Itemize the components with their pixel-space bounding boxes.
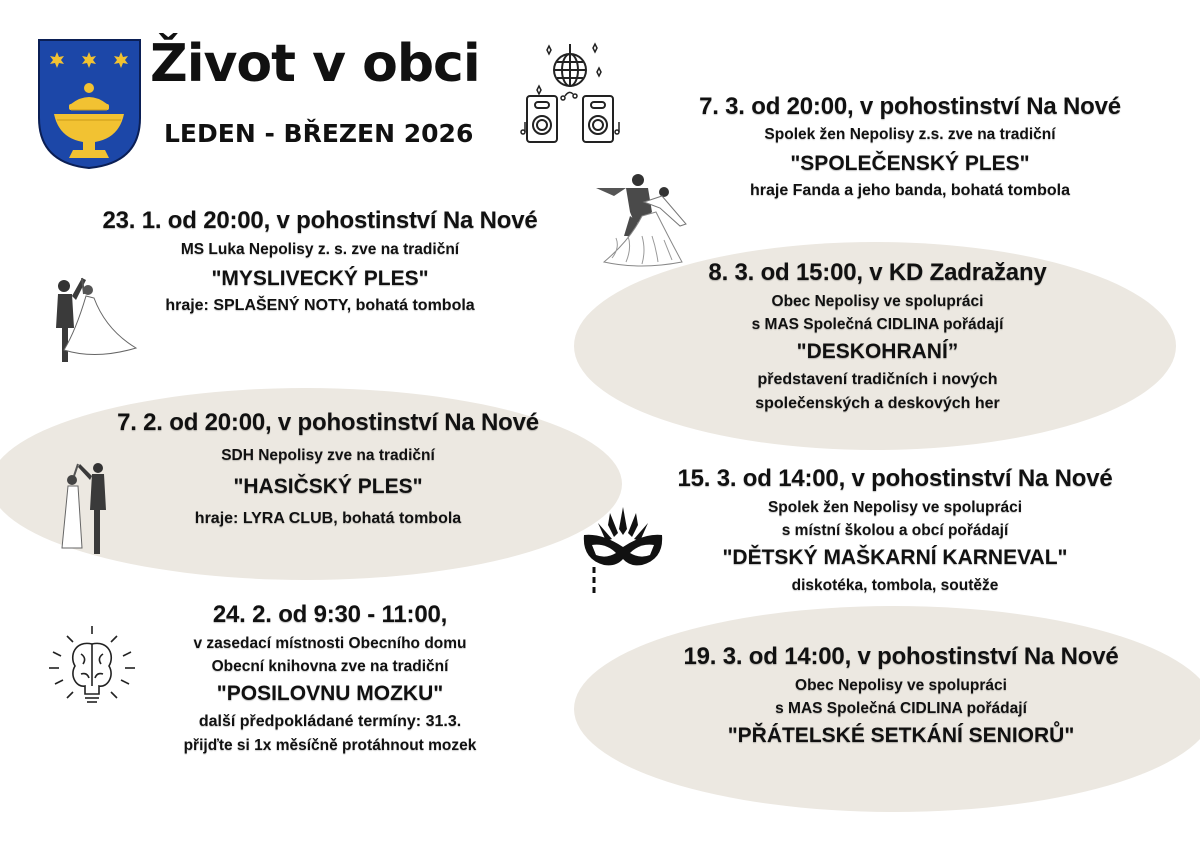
event-note: přijďte si 1x měsíčně protáhnout mozek [183, 737, 477, 754]
page-title: Život v obci [150, 34, 480, 94]
event-note: představení tradičních i nových [757, 371, 998, 388]
event-date: 23. 1. od 20:00, v pohostinství Na Nové [102, 207, 538, 234]
ballroom-dancers-icon [590, 166, 695, 270]
event-organizer: Obec Nepolisy ve spolupráci [795, 677, 1007, 694]
event-organizer: Spolek žen Nepolisy ve spolupráci [767, 499, 1023, 516]
event-posilovna-mozku [110, 600, 550, 757]
brain-bulb-icon [45, 622, 140, 717]
event-note: hraje Fanda a jeho banda, bohatá tombola [749, 182, 1071, 199]
event-spolecensky-ples [640, 92, 1180, 203]
event-organizer: s místní školou a obcí pořádají [781, 522, 1009, 539]
page-subtitle: LEDEN - BŘEZEN 2026 [164, 119, 474, 148]
event-setkani-senioru [636, 642, 1166, 750]
event-note: diskotéka, tombola, soutěže [791, 577, 999, 594]
event-note: hraje: LYRA CLUB, bohatá tombola [194, 510, 462, 527]
event-maskarni-karneval [630, 464, 1160, 597]
event-note: společenských a deskových her [755, 395, 1000, 412]
event-name: "POSILOVNU MOZKU" [216, 682, 444, 705]
event-name: "MYSLIVECKÝ PLES" [211, 267, 429, 290]
carnival-mask-icon [582, 505, 664, 601]
event-note: hraje: SPLAŠENÝ NOTY, bohatá tombola [165, 297, 475, 314]
dancing-couple-icon [54, 458, 116, 560]
event-name: "PŘÁTELSKÉ SETKÁNÍ SENIORŮ" [727, 724, 1075, 747]
event-organizer: Obec Nepolisy ve spolupráci [771, 293, 984, 310]
event-location: v zasedací místnosti Obecního domu [193, 635, 467, 652]
village-crest-icon [37, 38, 142, 170]
event-organizer: Spolek žen Nepolisy z.s. zve na tradiční [764, 126, 1056, 143]
event-name: "SPOLEČENSKÝ PLES" [790, 152, 1030, 175]
event-organizer: Obecní knihovna zve na tradiční [211, 658, 449, 675]
event-date: 24. 2. od 9:30 - 11:00, [212, 601, 448, 628]
event-note: další předpokládané termíny: 31.3. [198, 713, 462, 730]
disco-ball-speakers-icon [517, 40, 623, 146]
event-date: 7. 2. od 20:00, v pohostinství Na Nové [117, 409, 539, 436]
event-name: "DESKOHRANÍ” [796, 340, 959, 363]
event-date: 8. 3. od 15:00, v KD Zadražany [708, 259, 1047, 286]
dancing-couple-icon [46, 270, 141, 370]
event-organizer: MS Luka Nepolisy z. s. zve na tradiční [180, 241, 460, 258]
event-organizer: s MAS Společná CIDLINA pořádají [775, 700, 1027, 717]
event-date: 15. 3. od 14:00, v pohostinství Na Nové [677, 465, 1113, 492]
event-deskohrani [620, 258, 1135, 416]
event-date: 19. 3. od 14:00, v pohostinství Na Nové [683, 643, 1119, 670]
event-name: "HASIČSKÝ PLES" [233, 475, 423, 498]
event-organizer: s MAS Společná CIDLINA pořádají [751, 316, 1004, 333]
event-hasicsky-ples [70, 408, 586, 531]
event-date: 7. 3. od 20:00, v pohostinství Na Nové [699, 93, 1121, 120]
event-name: "DĚTSKÝ MAŠKARNÍ KARNEVAL" [722, 546, 1068, 569]
event-organizer: SDH Nepolisy zve na tradiční [221, 447, 435, 464]
